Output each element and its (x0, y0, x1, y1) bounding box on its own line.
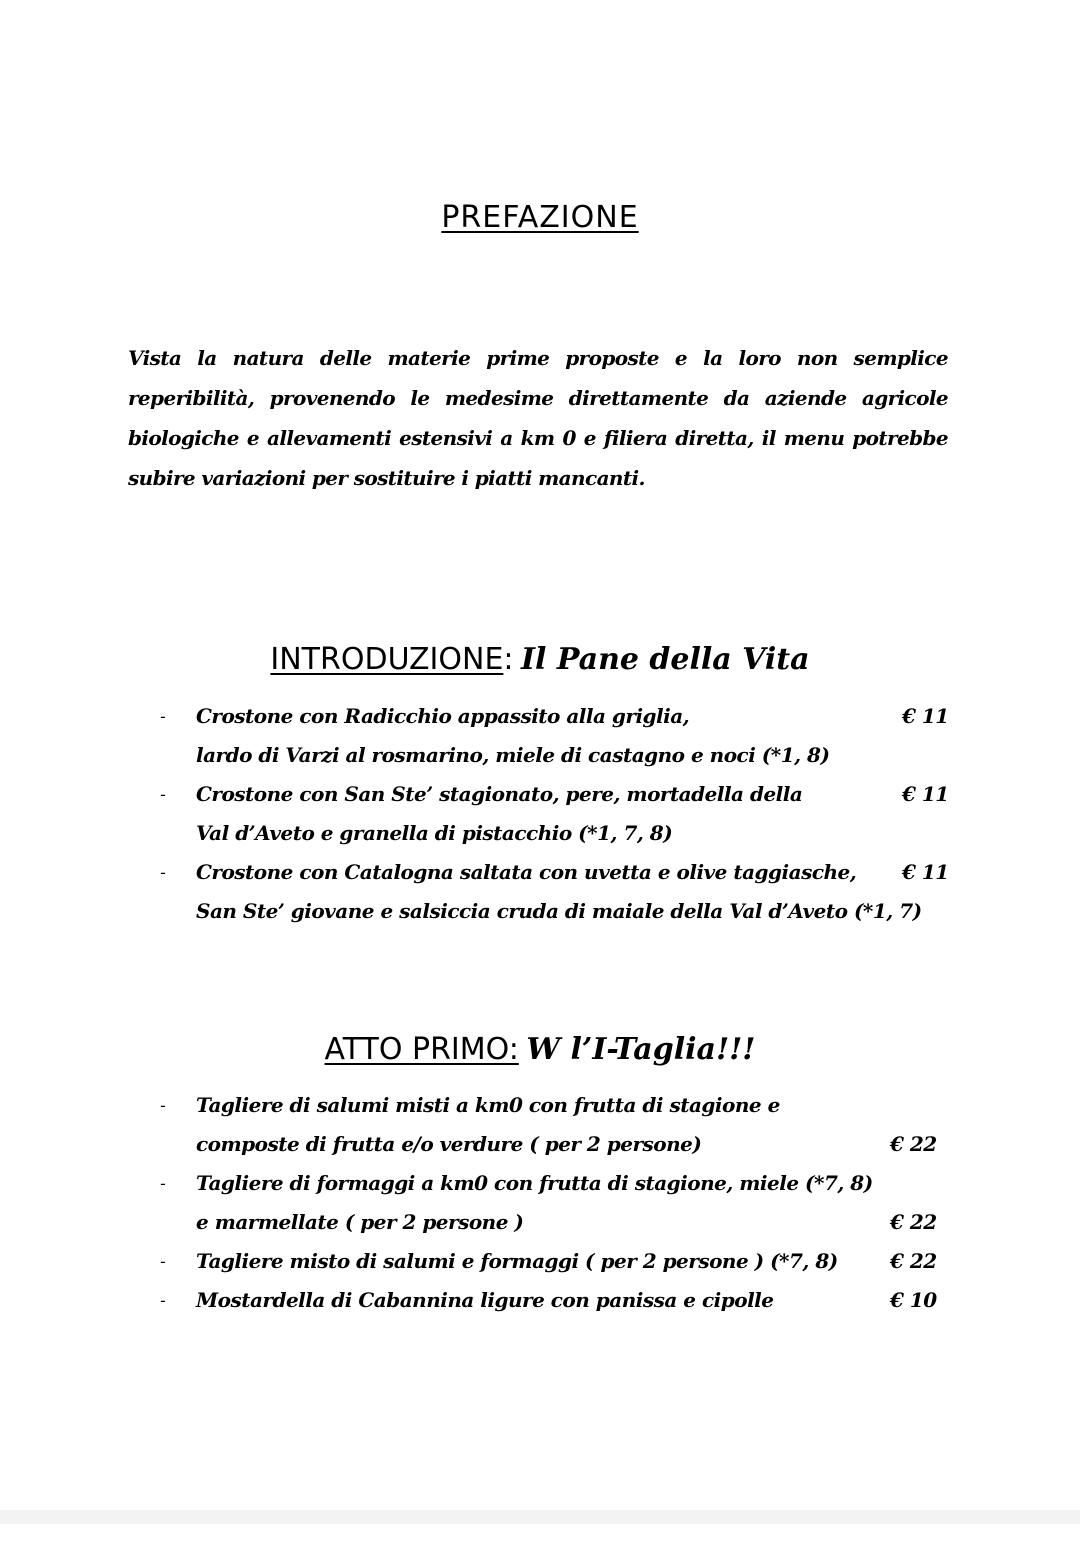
item-price: € 22 (890, 1210, 937, 1234)
page-bottom-divider (0, 1510, 1080, 1524)
section-subtitle: Il Pane della Vita (521, 642, 810, 677)
item-description-line: lardo di Varzi al rosmarino, miele di castagno e noci (*1, 8) (196, 743, 830, 767)
bullet-dash: - (160, 707, 166, 726)
bullet-dash: - (160, 1252, 166, 1271)
bullet-dash: - (160, 785, 166, 804)
item-description-line: composte di frutta e/o verdure ( per 2 persone) (196, 1132, 702, 1156)
section-heading-label: INTRODUZIONE (270, 642, 504, 677)
item-description-line: Crostone con San Ste’ stagionato, pere, mortadella della (196, 782, 803, 806)
page-title: PREFAZIONE (441, 200, 639, 235)
item-description-line: Tagliere di salumi misti a km0 con frutta di stagione e (196, 1093, 780, 1117)
menu-item (160, 853, 960, 931)
menu-item (160, 1281, 960, 1320)
menu-item (160, 1164, 960, 1242)
section-heading-separator: : (503, 642, 514, 677)
section-subtitle: W l’I-Taglia!!! (526, 1032, 756, 1067)
menu-list-introduzione (160, 697, 960, 931)
item-price: € 11 (902, 860, 949, 884)
section-heading-introduzione (0, 642, 1080, 677)
item-price: € 22 (890, 1132, 937, 1156)
item-description-line: San Ste’ giovane e salsiccia cruda di maiale della Val d’Aveto (*1, 7) (196, 899, 922, 923)
section-heading-atto-primo (0, 1032, 1080, 1067)
item-price: € 11 (902, 704, 949, 728)
item-description-line: Tagliere di formaggi a km0 con frutta di stagione, miele (*7, 8) (196, 1171, 873, 1195)
item-description-line: Val d’Aveto e granella di pistacchio (*1, 7, 8) (196, 821, 673, 845)
section-heading-label: ATTO PRIMO: (324, 1032, 519, 1067)
bullet-dash: - (160, 1174, 166, 1193)
item-description-line: Tagliere misto di salumi e formaggi ( per 2 persone ) (*7, 8) (196, 1249, 838, 1273)
menu-item (160, 1086, 960, 1164)
bullet-dash: - (160, 1291, 166, 1310)
item-description-line: Crostone con Catalogna saltata con uvetta e olive taggiasche, (196, 860, 857, 884)
menu-list-atto-primo (160, 1086, 960, 1320)
menu-item (160, 697, 960, 775)
item-price: € 22 (890, 1249, 937, 1273)
preface-paragraph: Vista la natura delle materie prime proposte e la loro non semplice reperibilità, provenendo le medesime direttamente da aziende agricole biologiche e allevamenti estensivi a km 0 e filiera diretta, il menu potrebbe subire variazioni per sostituire i piatti mancanti. (128, 346, 948, 490)
menu-item (160, 775, 960, 853)
item-description-line: Mostardella di Cabannina ligure con panissa e cipolle (196, 1288, 774, 1312)
bullet-dash: - (160, 863, 166, 882)
menu-item (160, 1242, 960, 1281)
item-description-line: Crostone con Radicchio appassito alla griglia, (196, 704, 690, 728)
item-description-line: e marmellate ( per 2 persone ) (196, 1210, 524, 1234)
bullet-dash: - (160, 1096, 166, 1115)
item-price: € 10 (890, 1288, 937, 1312)
item-price: € 11 (902, 782, 949, 806)
